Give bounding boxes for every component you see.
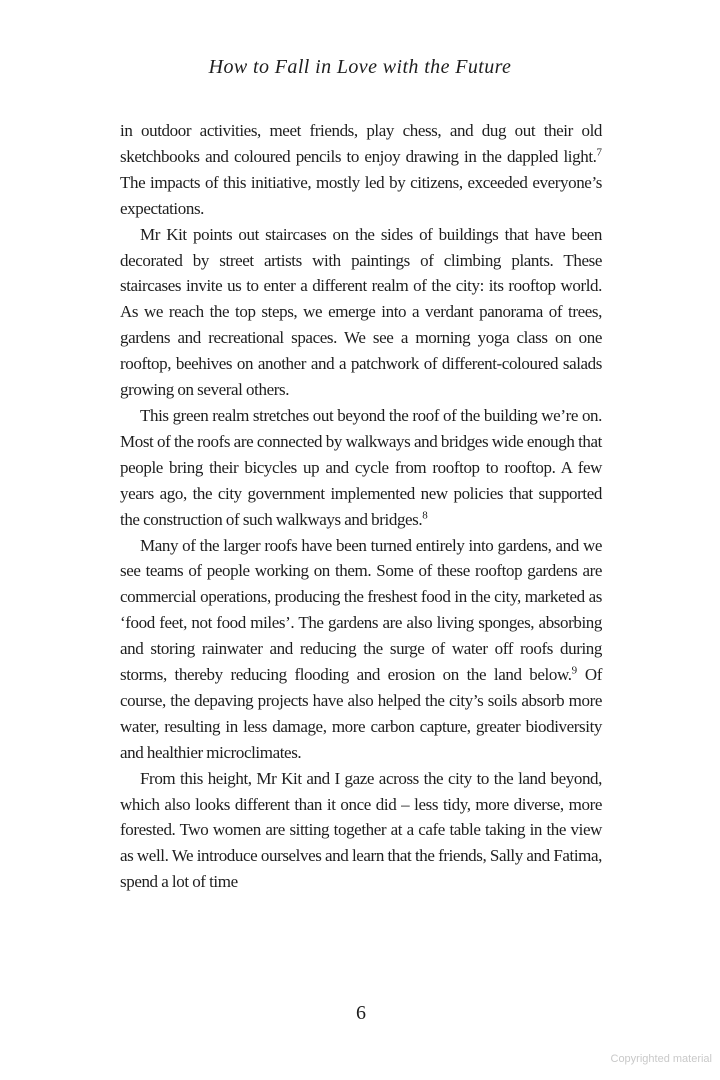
paragraph: Mr Kit points out staircases on the sides of buildings that have been decorated by street artists with paintings of climbing plants. These staircases invite us to enter a different realm of the city: its rooftop world. As we reach the top steps, we emerge into a verdant panorama of trees, gardens and recreational spaces. We see a morning yoga class on one rooftop, beehives on another and a patchwork of different-coloured salads growing on several others. — [120, 224, 602, 400]
footnote-marker: 8 — [422, 508, 428, 521]
paragraph: This green realm stretches out beyond the roof of the building we’re on. Most of the roofs are connected by walkways and bridges wide enough that people bring their bicycles up and cycle from rooftop to rooftop. A few years ago, the city government implemented new policies that supported the construction of such walkways and bridges.$^8$ — [120, 405, 602, 529]
paragraph: Many of the larger roofs have been turned entirely into gardens, and we see teams of people working on them. Some of these rooftop gardens are commercial operations, producing the freshest food in the city, marketed as ‘food feet, not food miles’. The gardens are also living sponges, absorbing and storing rainwater and reducing the surge of water off roofs during storms, thereby reducing flooding and erosion on the land below.$^9$ Of course, the depaving projects have also helped the city’s soils absorb more water, resulting in less damage, more carbon capture, greater biodiversity and healthier microclimates. — [120, 535, 602, 762]
running-header: How to Fall in Love with the Future — [208, 56, 512, 78]
page-number: 6 — [356, 1002, 366, 1024]
body-text — [120, 118, 602, 895]
footnote-marker: 9 — [571, 664, 578, 677]
paragraph: From this height, Mr Kit and I gaze across the city to the land beyond, which also looks different than it once did – less tidy, more diverse, more forested. Two women are sitting together at a cafe table taking in the view as well. We introduce ourselves and learn that the friends, Sally and Fatima, spend a lot of time — [120, 768, 602, 892]
paragraph: in outdoor activities, meet friends, play chess, and dug out their old sketchbooks and coloured pencils to enjoy drawing in the dappled light.$^7$ The impacts of this initiative, mostly led by citizens, exceeded everyone’s expectations. — [120, 121, 602, 218]
footnote-marker: 7 — [596, 146, 602, 159]
copyright-watermark: Copyrighted material — [610, 1053, 712, 1065]
